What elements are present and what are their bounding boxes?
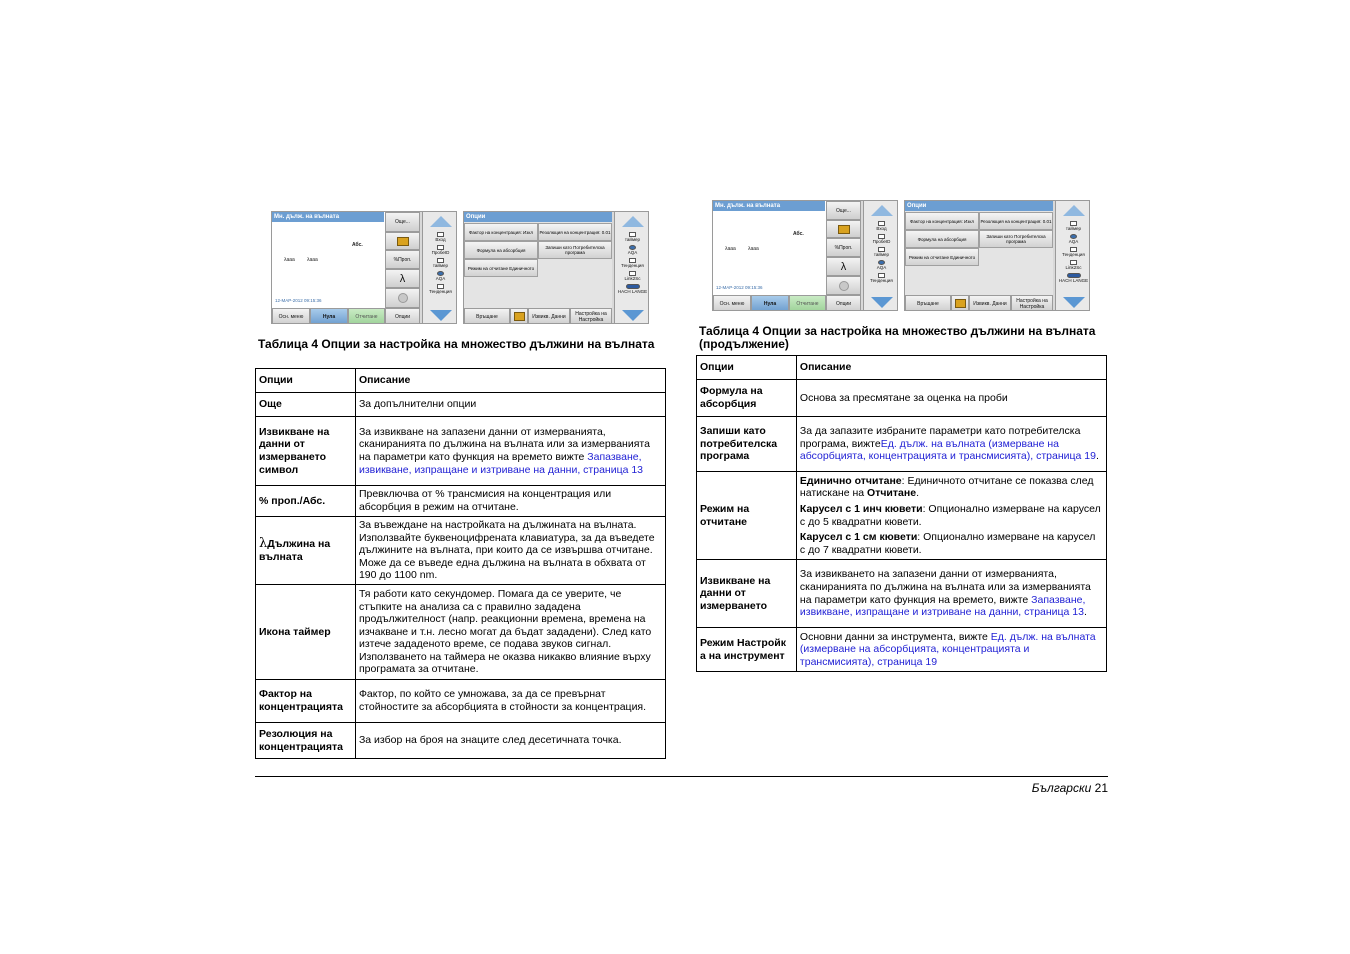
side-item-3[interactable]: Link2Sc [1058, 260, 1089, 270]
left-table-caption: Таблица 4 Опции за настройка на множество дължини на вълната [258, 337, 655, 351]
read-mode-button[interactable]: Режим на отчитане Единичното [905, 248, 979, 266]
options-title: Опции [905, 201, 1053, 211]
instrument-settings-button[interactable]: Настройка на Настройка [570, 308, 612, 324]
footer-rule [255, 776, 1108, 777]
conc-resolution-button[interactable]: Резолюция на концентрация: 0.01 [979, 212, 1053, 230]
hach-lange-logo: HACH LANGE [1058, 273, 1089, 283]
option-description: За избор на броя на знаците след десетичната точка. [355, 723, 665, 759]
option-name: Извикване на данни от измерването [697, 560, 797, 628]
cross-reference-link[interactable]: Ед. дълж. на вълната (измерване на абсорбцията, концентрацията и трансмисията), страница 19 [799, 437, 1096, 463]
timer-icon[interactable] [826, 276, 861, 295]
option-name: Формула на абсорбция [697, 380, 797, 417]
table-row [697, 472, 1107, 560]
scroll-up-icon[interactable] [871, 205, 893, 216]
left-options-table [255, 368, 666, 759]
export-icon[interactable] [510, 308, 528, 324]
option-name: Фактор на концентрацията [256, 680, 356, 723]
table-header-row [697, 356, 1107, 380]
side-item-1[interactable]: AQA [617, 245, 648, 255]
option-description: За извикване на запазени данни от измерванията, сканиранията по дължина на вълната или за измерванията на параметри като функция на времето вижте Запазване, извикване, изпращане и изтриване на данни, страница 13 [355, 417, 665, 486]
option-name: Режим на отчитане [697, 472, 797, 560]
lambda-a: λааа [284, 257, 295, 263]
option-name: Още [256, 393, 356, 417]
formula-button[interactable]: Формула на абсорбция [905, 230, 979, 248]
conc-factor-button[interactable]: Фактор на концентрация: Изкл [905, 212, 979, 230]
header-options: Опции [256, 369, 356, 393]
table-row [697, 560, 1107, 628]
more-button[interactable]: Още... [826, 201, 861, 220]
option-name: % проп./Абс. [256, 486, 356, 517]
side-item-0[interactable]: Вход [425, 232, 456, 242]
scroll-up-icon[interactable] [1063, 205, 1085, 216]
option-description: Основни данни за инструмента, вижте Ед. дълж. на вълната (измерване на абсорбцията, концентрацията и трансмисията), страница 19 [796, 628, 1106, 672]
table-row [256, 680, 666, 723]
hach-lange-logo: HACH LANGE [617, 284, 648, 294]
lambda-button[interactable]: λ [826, 257, 861, 276]
save-user-program-button[interactable]: Запиши като Потребителска програма [979, 230, 1053, 248]
side-item-0[interactable]: таймер [1058, 221, 1089, 231]
timestamp: 12-МАР-2012 09:15:36 [716, 285, 763, 290]
device-screen-main-left [271, 211, 457, 324]
header-options: Опции [697, 356, 797, 380]
page-footer [1032, 781, 1108, 795]
options-area [905, 201, 1053, 295]
option-description: Основа за пресмятане за оценка на проби [796, 380, 1106, 417]
page-number: 21 [1094, 781, 1108, 795]
device-screen-options-right [904, 200, 1090, 311]
option-description: Фактор, по който се умножава, за да се превърнат стойностите за абсорбцията в стойности за концентрация. [355, 680, 665, 723]
scroll-down-icon[interactable] [622, 310, 644, 321]
options-title: Опции [464, 212, 612, 222]
option-description: За допълнителни опции [355, 393, 665, 417]
device-screen-options-left [463, 211, 649, 324]
table-row [256, 723, 666, 759]
side-item-0[interactable]: таймер [617, 232, 648, 242]
scroll-up-icon[interactable] [622, 216, 644, 227]
percent-prop-button[interactable]: %Проп. [826, 238, 861, 257]
side-item-3[interactable]: AQA [425, 271, 456, 281]
lambda-a: λааа [725, 246, 736, 252]
screen-title: Мн. дълж. на вълната [713, 201, 825, 211]
option-name: λДължина на вълната [256, 517, 356, 585]
export-icon[interactable] [385, 232, 420, 250]
option-name: Икона таймер [256, 585, 356, 680]
lambda-button[interactable]: λ [385, 269, 420, 288]
side-item-1[interactable]: AQA [1058, 234, 1089, 244]
table-row [256, 486, 666, 517]
read-button[interactable]: Отчитане [789, 295, 826, 311]
side-item-0[interactable]: Вход [866, 221, 897, 231]
export-icon[interactable] [951, 295, 969, 311]
read-mode-button[interactable]: Режим на отчитане Единичното [464, 259, 538, 277]
table-row [256, 417, 666, 486]
side-item-2[interactable]: таймер [425, 258, 456, 268]
recall-data-button[interactable]: Извикв. Данни [528, 308, 570, 324]
cross-reference-link[interactable]: Запазване, извикване, изпращане и изтриване на данни, страница 13 [358, 451, 644, 476]
recall-data-button[interactable]: Извикв. Данни [969, 295, 1011, 311]
main-menu-button[interactable]: Осн. меню [713, 295, 751, 311]
side-item-2[interactable]: Тенденция [617, 258, 648, 268]
main-menu-button[interactable]: Осн. меню [272, 308, 310, 324]
cross-reference-link[interactable]: Ед. дълж. на вълната (измерване на абсорбцията, концентрацията и трансмисията), страница 19 [799, 630, 1096, 668]
side-item-4[interactable]: Тенденция [425, 284, 456, 294]
zero-button[interactable]: Нула [310, 308, 348, 324]
option-name: Резолюция на концентрацията [256, 723, 356, 759]
scroll-down-icon[interactable] [430, 310, 452, 321]
table-row [697, 417, 1107, 472]
scroll-up-icon[interactable] [430, 216, 452, 227]
percent-prop-button[interactable]: %Проп. [385, 250, 420, 269]
lambda-symbol: λ [259, 535, 268, 551]
side-item-2[interactable]: Тенденция [1058, 247, 1089, 257]
header-description: Описание [796, 356, 1106, 380]
option-description: Единично отчитане: Единичното отчитане се показва след натискане на Отчитане. Карусел с 1 инч кювети: Опционално измерване на карусел с до 5 квадратни кювети. Карусел с 1 см кювети: Опционално измерване на карусел с до 7 квадратни кювети. [796, 472, 1106, 560]
cross-reference-link[interactable]: Запазване, извикване, изпращане и изтриване на данни, страница 13 [799, 593, 1086, 619]
option-description: Превключва от % трансмисия на концентрация или абсорбция в режим на отчитане. [355, 486, 665, 517]
zero-button[interactable]: Нула [751, 295, 789, 311]
conc-factor-button[interactable]: Фактор на концентрация: Изкл [464, 223, 538, 241]
option-description: Тя работи като секундомер. Помага да се уверите, че стъпките на анализа са с правилно зададена продължителност (напр. реакционни времена, времена на изчакване и т.н. лесно могат да бъдат зададени). След като изтече зададеното време, се подава звуков сигнал. Използването на таймера не оказва никакво влияние върху програмата за отчитане. [355, 585, 665, 680]
read-button[interactable]: Отчитане [348, 308, 385, 324]
side-toolbar [614, 212, 649, 324]
right-options-table [696, 355, 1107, 672]
option-name: Извикване на данни от измерването символ [256, 417, 356, 486]
side-item-4[interactable]: Тенденция [866, 273, 897, 283]
side-item-2[interactable]: таймер [866, 247, 897, 257]
side-item-1[interactable]: ПробеID [866, 234, 897, 244]
side-item-1[interactable]: ПробеID [425, 245, 456, 255]
more-button[interactable]: Още... [385, 212, 420, 232]
scroll-down-icon[interactable] [1063, 297, 1085, 308]
scroll-down-icon[interactable] [871, 297, 893, 308]
option-name: Запиши като потребителска програма [697, 417, 797, 472]
lambda-b: λааа [748, 246, 759, 252]
option-name: Режим Настройк а на инструмент [697, 628, 797, 672]
side-item-3[interactable]: AQA [866, 260, 897, 270]
options-area [464, 212, 612, 308]
lambda-b: λааа [307, 257, 318, 263]
side-toolbar [422, 212, 457, 324]
table-row [697, 628, 1107, 672]
option-description: За да запазите избраните параметри като потребителска програма, вижтеЕд. дълж. на вълната (измерване на абсорбцията, концентрацията и трансмисията), страница 19. [796, 417, 1106, 472]
side-item-3[interactable]: Link2Sc [617, 271, 648, 281]
option-description: За въвеждане на настройката на дължината на вълната. Използвайте буквеноцифрената клавиатура, за да въведете дължините на вълната, при които да се извършва отчитане. Може да се въведе една дължина на вълната в обхвата от 190 до 1100 nm. [355, 517, 665, 585]
table-row [256, 585, 666, 680]
screen-title: Мн. дълж. на вълната [272, 212, 384, 222]
table-header-row [256, 369, 666, 393]
export-icon[interactable] [826, 220, 861, 238]
option-description: За извикването на запазени данни от измерванията, сканиранията по дължина на вълната или за измерванията на параметри като функция на времето, вижте Запазване, извикване, изпращане и изтриване на данни, страница 13. [796, 560, 1106, 628]
timer-icon[interactable] [385, 288, 420, 308]
header-description: Описание [355, 369, 665, 393]
timestamp: 12-МАР-2012 09:15:36 [275, 298, 322, 303]
options-button[interactable]: Опции [826, 295, 861, 311]
right-table-caption: Таблица 4 Опции за настройка на множество дължини на вълната (продължение) [699, 324, 1096, 351]
conc-resolution-button[interactable]: Резолюция на концентрация: 0.01 [538, 223, 612, 241]
side-toolbar [1055, 201, 1090, 311]
table-row [256, 517, 666, 585]
side-toolbar [863, 201, 898, 311]
table-row [256, 393, 666, 417]
footer-language: Български [1031, 781, 1092, 795]
abs-label: Абс. [352, 242, 363, 248]
options-button[interactable]: Опции [385, 308, 420, 324]
instrument-settings-button[interactable]: Настройка на Настройка [1011, 295, 1053, 311]
table-row [697, 380, 1107, 417]
save-user-program-button[interactable]: Запиши като Потребителска програма [538, 241, 612, 259]
back-button[interactable]: Връщане [464, 308, 510, 324]
formula-button[interactable]: Формула на абсорбция [464, 241, 538, 259]
abs-label: Абс. [793, 231, 804, 237]
device-screen-main-right [712, 200, 898, 311]
back-button[interactable]: Връщане [905, 295, 951, 311]
